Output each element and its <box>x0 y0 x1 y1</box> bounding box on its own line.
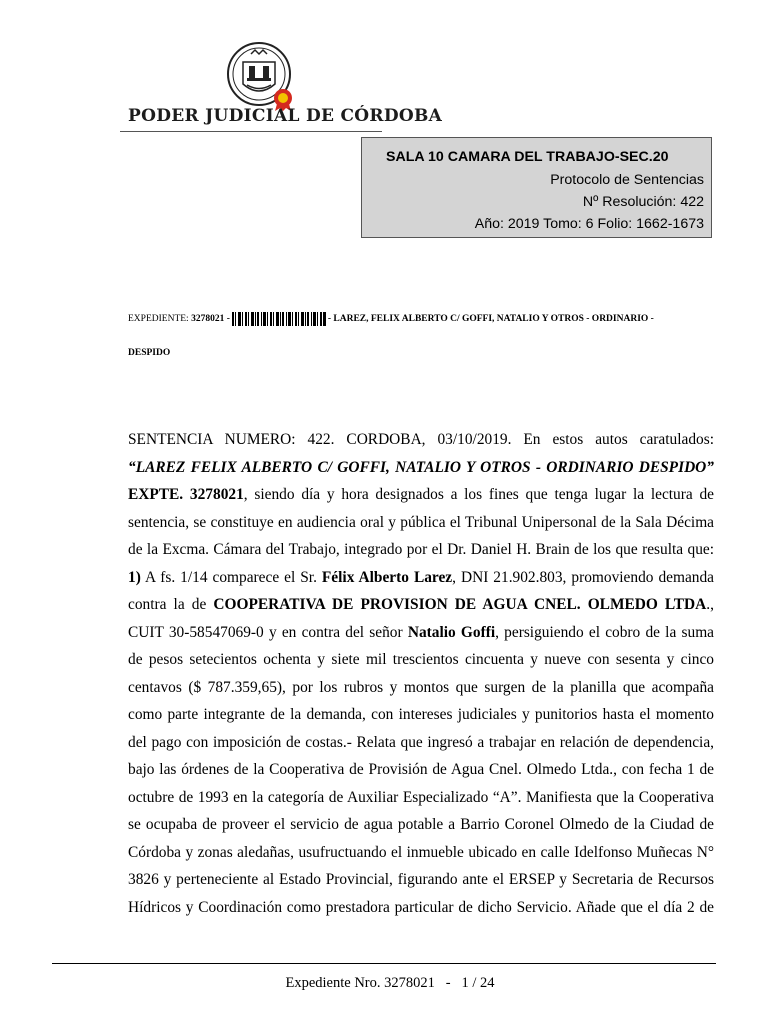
sala-info-box <box>361 137 712 238</box>
expediente-number: 3278021 - <box>191 314 230 324</box>
expediente-caratula: - LAREZ, FELIX ALBERTO C/ GOFFI, NATALIO Y OTROS - ORDINARIO - <box>327 314 654 324</box>
body-line: CUIT 30-58547069-0 y en contra del señor Natalio Goffi, persiguiendo el cobro de la suma <box>128 623 714 641</box>
body-line: sentencia, se constituye en audiencia oral y pública el Tribunal Unipersonal de la Sala Décima <box>128 513 714 531</box>
body-line: del pago con imposición de costas.- Relata que ingresó a trabajar en relación de dependencia, <box>128 733 714 751</box>
body-line: se ocupaba de proveer el servicio de agua potable a Barrio Coronel Olmedo de la Ciudad de <box>128 816 714 833</box>
body-line-caratula: “LAREZ FELIX ALBERTO C/ GOFFI, NATALIO Y OTROS - ORDINARIO DESPIDO” <box>128 458 714 476</box>
body-line: 1) A fs. 1/14 comparece el Sr. Félix Alberto Larez, DNI 21.902.803, promoviendo demanda <box>128 568 714 586</box>
coat-of-arms-seal-icon <box>225 40 297 112</box>
body-line: EXPTE. 3278021, siendo día y hora designados a los fines que tenga lugar la lectura de <box>128 486 714 503</box>
sentence-body <box>128 426 714 921</box>
body-line: Hídricos y Coordinación como prestadora particular de dicho Servicio. Añade que el día 2 de <box>128 898 714 916</box>
institution-title: PODER JUDICIAL DE CÓRDOBA <box>128 106 443 126</box>
body-line: de pesos setecientos ochenta y siete mil trescientos cincuenta y nueve con sesenta y cinco <box>128 651 714 668</box>
header-divider <box>120 131 382 132</box>
expediente-line <box>128 312 718 334</box>
expediente-caratula-cont: DESPIDO <box>128 348 171 358</box>
resolution-number: Nº Resolución: 422 <box>582 194 704 210</box>
body-line: SENTENCIA NUMERO: 422. CORDOBA, 03/10/2019. En estos autos caratulados: <box>128 431 714 448</box>
body-line: Córdoba y zonas aledañas, usufructuando el inmueble ubicado en calle Idelfonso Muñecas N° <box>128 843 714 861</box>
expediente-label: EXPEDIENTE: <box>128 314 189 324</box>
sala-title: SALA 10 CAMARA DEL TRABAJO-SEC.20 <box>386 149 669 165</box>
page-footer: Expediente Nro. 3278021 - 1 / 24 <box>285 975 495 991</box>
protocol-label: Protocolo de Sentencias <box>550 172 704 188</box>
volume-info: Año: 2019 Tomo: 6 Folio: 1662-1673 <box>474 216 704 232</box>
barcode-icon <box>232 312 326 326</box>
body-line: 3826 y perteneciente al Estado Provincial, figurando ante el ERSEP y Secretaria de Recursos <box>128 871 714 888</box>
body-line: octubre de 1993 en la categoría de Auxiliar Especializado “A”. Manifiesta que la Cooperativa <box>128 788 714 806</box>
body-line: de la Excma. Cámara del Trabajo, integrado por el Dr. Daniel H. Brain de los que resulta que: <box>128 541 714 558</box>
body-line: centavos ($ 787.359,65), por los rubros y montos que surgen de la planilla que acompaña <box>128 678 714 696</box>
body-line: como parte integrante de la demanda, con intereses judiciales y punitorios hasta el momento <box>128 706 714 723</box>
body-line: bajo las órdenes de la Cooperativa de Provisión de Agua Cnel. Olmedo Ltda., con fecha 1 de <box>128 761 714 778</box>
footer-divider <box>52 963 716 964</box>
body-line: contra la de COOPERATIVA DE PROVISION DE AGUA CNEL. OLMEDO LTDA., <box>128 596 714 613</box>
